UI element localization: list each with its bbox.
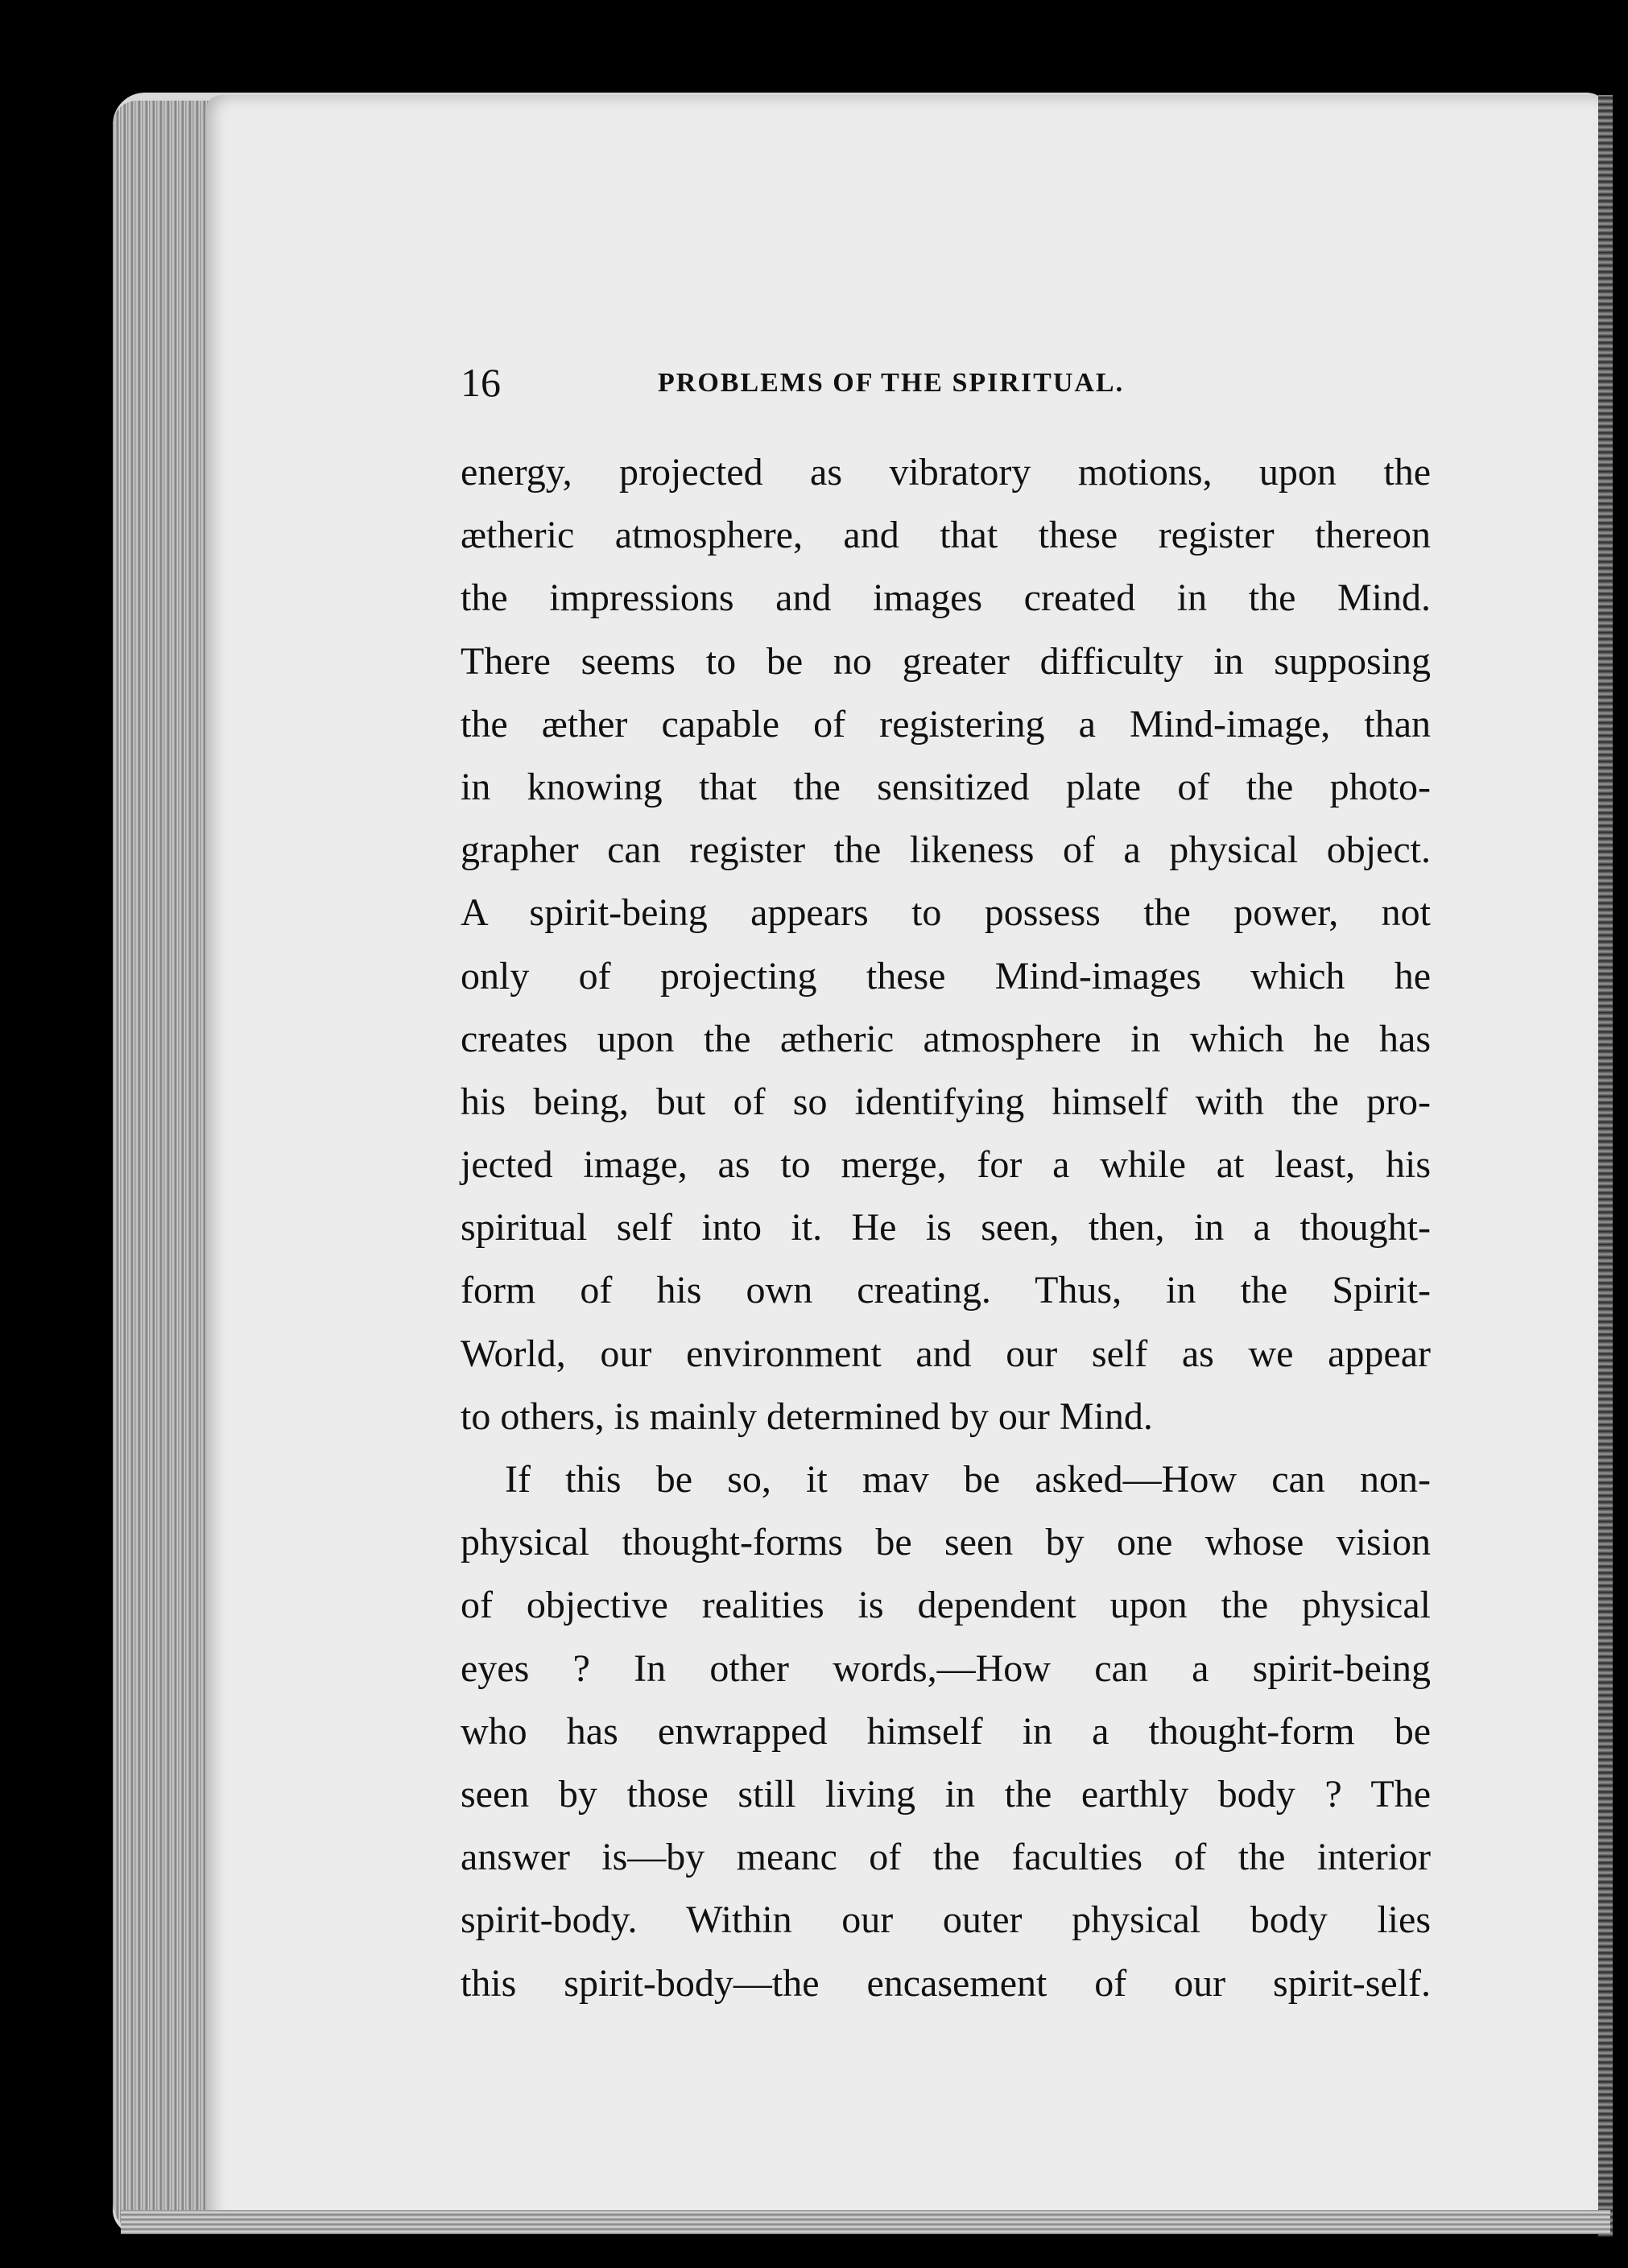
text-line: the æther capable of registering a Mind-image, than [461, 702, 1431, 746]
text-line: answer is—by meanc of the faculties of the interior [461, 1836, 1431, 1879]
text-line: this spirit-body—the encasement of our spirit-self. [461, 1961, 1431, 2005]
text-line: If this be so, it mav be asked—How can non- [505, 1458, 1431, 1501]
running-head: PROBLEMS OF THE SPIRITUAL. [658, 368, 1125, 398]
text-line: seen by those still living in the earthly body ? The [461, 1772, 1431, 1816]
text-line: There seems to be no greater difficulty in supposing [461, 639, 1431, 683]
text-line: his being, but of so identifying himself with the pro- [461, 1080, 1431, 1123]
text-line: creates upon the ætheric atmosphere in which he has [461, 1017, 1431, 1060]
text-line: physical thought-forms be seen by one whose vision [461, 1521, 1431, 1564]
page-bottom-edge [121, 2210, 1610, 2234]
text-line: to others, is mainly determined by our Mind. [461, 1394, 1153, 1438]
paragraph [461, 441, 1431, 1448]
text-line: spirit-body. Within our outer physical body lies [461, 1898, 1431, 1942]
text-line: who has enwrapped himself in a thought-form be [461, 1709, 1431, 1753]
body-text [461, 441, 1431, 2015]
page-number: 16 [461, 360, 501, 405]
text-line: spiritual self into it. He is seen, then, in a thought- [461, 1206, 1431, 1250]
text-line: World, our environment and our self as we appear [461, 1332, 1431, 1375]
text-line: grapher can register the likeness of a physical object. [461, 828, 1431, 872]
text-line: form of his own creating. Thus, in the Spirit- [461, 1269, 1431, 1312]
text-line: ætheric atmosphere, and that these register thereon [461, 514, 1431, 557]
text-line: in knowing that the sensitized plate of the photo- [461, 765, 1431, 808]
text-line: jected image, as to merge, for a while at least, his [461, 1143, 1431, 1187]
page-header [461, 358, 1411, 407]
paragraph [461, 1448, 1431, 2015]
text-line: A spirit-being appears to possess the power, not [461, 891, 1431, 935]
text-line: of objective realities is dependent upon the physical [461, 1584, 1431, 1627]
text-line: energy, projected as vibratory motions, upon the [461, 451, 1431, 494]
binding-strip [1598, 95, 1613, 2237]
text-line: eyes ? In other words,—How can a spirit-being [461, 1646, 1431, 1690]
text-line: only of projecting these Mind-images which he [461, 954, 1431, 998]
text-line: the impressions and images created in the Mind. [461, 576, 1431, 620]
